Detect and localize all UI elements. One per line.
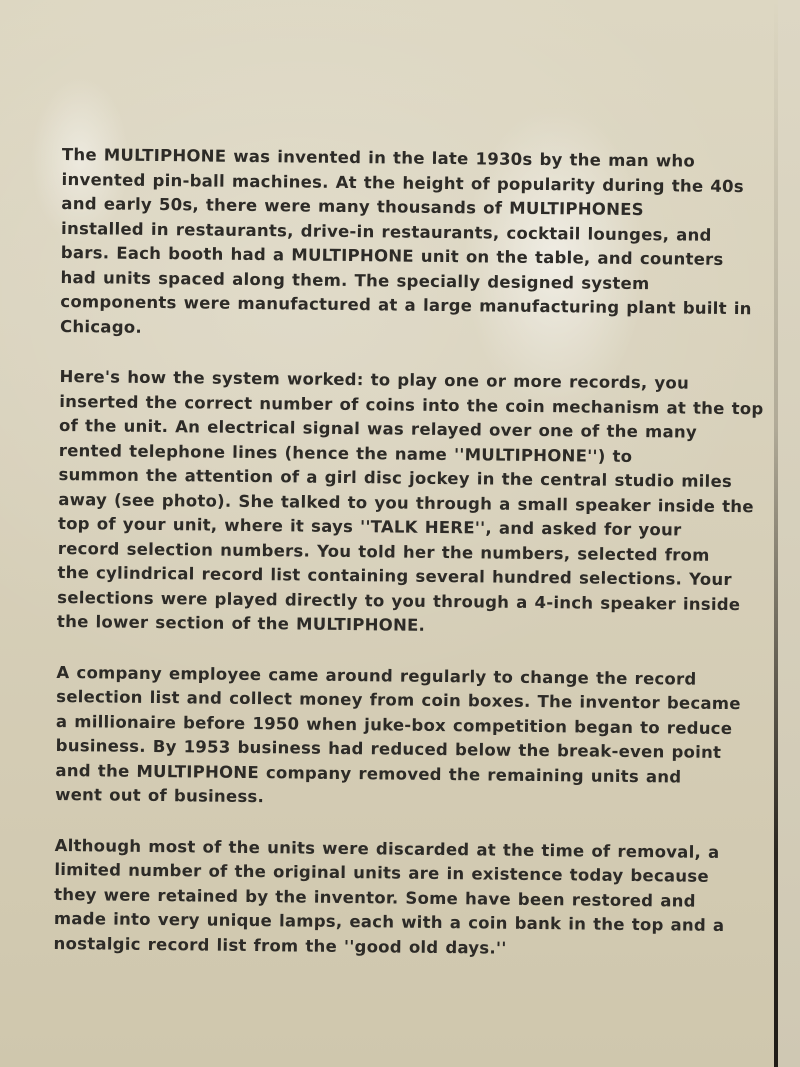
text-line: and the MULTIPHONE company removed the remaining units and: [55, 760, 682, 787]
text-line: and early 50s, there were many thousands of MULTIPHONES: [61, 193, 644, 220]
text-line: nostalgic record list from the ''good old days.'': [53, 933, 507, 958]
text-line: bars. Each booth had a MULTIPHONE unit on the table, and counters: [60, 242, 724, 269]
text-line: record selection numbers. You told her the numbers, selected from: [57, 538, 710, 565]
text-line: the cylindrical record list containing several hundred selections. Your: [57, 562, 732, 590]
text-line: rented telephone lines (hence the name ''MULTIPHONE'') to: [58, 440, 633, 466]
text-line: The MULTIPHONE was invented in the late 1930s by the man who: [61, 144, 696, 171]
text-line: invented pin-ball machines. At the height of popularity during the 40s: [61, 169, 744, 196]
text-line: selections were played directly to you through a 4-inch speaker inside: [57, 587, 741, 614]
text-line: made into very unique lamps, each with a coin bank in the top and a: [53, 908, 725, 935]
text-line: away (see photo). She talked to you through a small speaker inside the: [58, 489, 754, 516]
text-line: the lower section of the MULTIPHONE.: [56, 611, 426, 635]
text-line: top of your unit, where it says ''TALK HERE'', and asked for your: [57, 513, 682, 540]
text-line: limited number of the original units are in existence today because: [54, 859, 709, 886]
text-line: components were manufactured at a large manufacturing plant built in: [60, 291, 752, 319]
paragraph-business: [55, 660, 745, 814]
text-line: Here's how the system worked: to play one or more records, you: [59, 366, 690, 393]
text-line: A company employee came around regularly to change the record: [56, 662, 697, 689]
text-line: went out of business.: [55, 784, 265, 807]
text-line: business. By 1953 business had reduced below the break-even point: [55, 735, 722, 762]
text-line: had units spaced along them. The specially designed system: [60, 267, 650, 293]
paragraph-today: [53, 833, 742, 963]
paragraph-history: [60, 143, 750, 346]
text-line: selection list and collect money from coin boxes. The inventor became: [56, 686, 741, 714]
text-line: they were retained by the inventor. Some have been restored and: [54, 884, 696, 911]
text-line: installed in restaurants, drive-in restaurants, cocktail lounges, and: [61, 218, 712, 245]
text-line: of the unit. An electrical signal was relayed over one of the many: [58, 415, 698, 442]
text-line: summon the attention of a girl disc jockey in the central studio miles: [58, 464, 733, 492]
document-body: [53, 143, 764, 989]
text-line: inserted the correct number of coins into the coin mechanism at the top: [59, 391, 764, 418]
paragraph-how-it-worked: [56, 365, 764, 642]
text-line: Although most of the units were discarded at the time of removal, a: [54, 835, 720, 862]
display-frame-strip: [778, 0, 800, 1067]
text-line: a millionaire before 1950 when juke-box competition began to reduce: [55, 711, 733, 738]
text-line: Chicago.: [59, 316, 143, 337]
